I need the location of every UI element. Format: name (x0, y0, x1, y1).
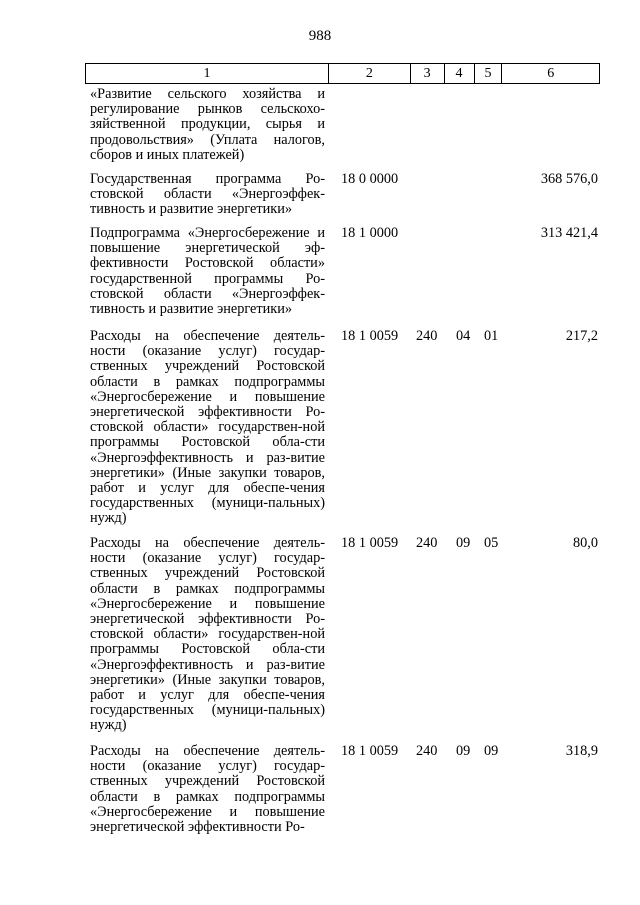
table-header (85, 63, 600, 84)
row-code: 18 1 0059 (341, 328, 399, 344)
row-subsection: 09 (484, 743, 499, 759)
row-amount: 217,2 (565, 328, 598, 344)
header-col-4: 4 (444, 64, 474, 83)
row-expense-type: 240 (416, 743, 438, 759)
row-description: Расходы на обеспечение деятель-ности (оказание услуг) государ-ственных учреждений Ростовской области в рамках подпрограммы «Энергосбережение и повышение энергетической эффективности Ро-стовской области» государствен-ной программы Ростовской обла-сти «Энергоэффективность и раз-витие энергетики» (Иные закупки товаров, работ и услуг для обеспе-чения государственных (муници-пальных) нужд) (90, 328, 325, 527)
header-col-5: 5 (474, 64, 502, 83)
row-description: Расходы на обеспечение деятель-ности (оказание услуг) государ-ственных учреждений Ростовской области в рамках подпрограммы «Энергосбережение и повышение энергетической эффективности Ро-стовской области» государствен-ной программы Ростовской обла-сти «Энергоэффективность и раз-витие энергетики» (Иные закупки товаров, работ и услуг для обеспе-чения государственных (муници-пальных) нужд) (90, 535, 325, 734)
row-description: «Развитие сельского хозяйства и регулирование рынков сельскохо-зяйственной продукции, сырья и продовольствия» (Уплата налогов, сборов и иных платежей) (90, 86, 325, 163)
row-description: Подпрограмма «Энергосбережение и повышение энергетической эф-фективности Ростовской области» государственной программы Ро-стовской области «Энергоэффек-тивность и развитие энергетики» (90, 225, 325, 318)
row-section: 04 (456, 328, 471, 344)
row-section: 09 (456, 535, 471, 551)
row-expense-type: 240 (416, 535, 438, 551)
row-code: 18 1 0059 (341, 743, 399, 759)
row-amount: 80,0 (572, 535, 598, 551)
row-code: 18 1 0059 (341, 535, 399, 551)
row-code: 18 0 0000 (341, 171, 399, 187)
row-subsection: 01 (484, 328, 499, 344)
row-description: Расходы на обеспечение деятель-ности (оказание услуг) государ-ственных учреждений Ростовской области в рамках подпрограммы «Энергосбережение и повышение энергетической эффективности Ро- (90, 743, 325, 836)
header-col-1: 1 (203, 65, 211, 81)
row-code: 18 1 0000 (341, 225, 399, 241)
row-amount: 368 576,0 (540, 171, 598, 187)
row-expense-type: 240 (416, 328, 438, 344)
row-amount: 313 421,4 (540, 225, 598, 241)
row-amount: 318,9 (565, 743, 598, 759)
page-number: 988 (308, 28, 332, 44)
header-col-3: 3 (410, 64, 444, 83)
row-subsection: 05 (484, 535, 499, 551)
header-col-2: 2 (328, 64, 410, 83)
row-description: Государственная программа Ро-стовской области «Энергоэффек-тивность и развитие энергетики» (90, 171, 325, 218)
row-section: 09 (456, 743, 471, 759)
header-col-6: 6 (501, 64, 599, 83)
